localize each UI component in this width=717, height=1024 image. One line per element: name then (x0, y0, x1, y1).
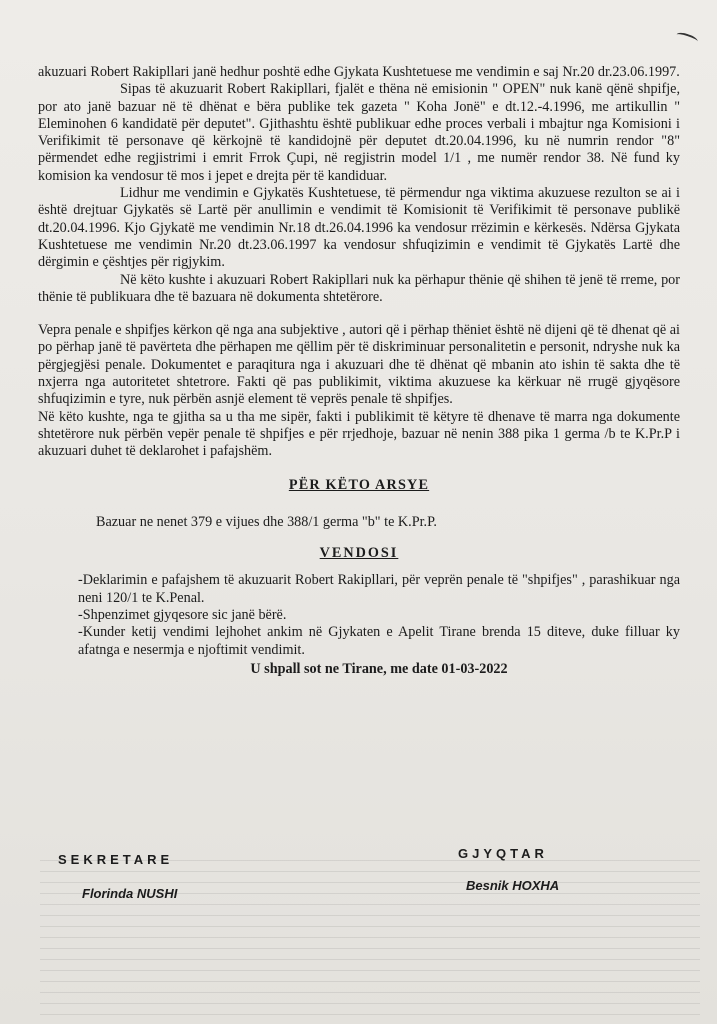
pen-mark (675, 31, 698, 45)
judge-name: Besnik HOXHA (466, 878, 560, 893)
paragraph-constitutional-court: Lidhur me vendimin e Gjykatës Kushtetuese, të përmendur nga viktima akuzuese rezulton se ai i është drejtuar Gjykatës së Lartë për anullimin e vendimit të Komisionit të Verifikimit të personave publikë dt.20.04.1996. Kjo Gjykatë me vendimin Nr.18 dt.26.04.1996 ka vendosur rrëzimin e kërkesës. Ndërsa Gjykata Kushtetuese me vendimin Nr.20 dt.23.06.1997 ka vendosur shfuqizimin e vendimit të Gjykatës Lartë dhe dërgimin e çështjes për rigjykim. (38, 185, 680, 271)
disposition-acquittal: -Deklarimin e pafajshem të akuzuarit Robert Rakipllari, për veprën penale të "shpifjes" , parashikuar nga neni 120/1 te K.Penal. (78, 572, 680, 606)
heading-reasons: PËR KËTO ARSYE (288, 476, 430, 493)
dispositions (38, 572, 680, 658)
paragraph-defendant-claim: Sipas të akuzuarit Robert Rakipllari, fjalët e thëna në emisionin " OPEN" nuk kanë qënë shpifje, por ato janë bazuar në të dhënat e bëra publike tek gazeta " Koha Jonë" e dt.12.-4.1996, me artikullin " Eleminohen 6 kandidatë për deputet". Gjithashtu është publikuar edhe proces verbali i mbajtur nga Komisioni i Verifikimit të personave që kërkojnë të kandidojnë për deputet dt.20.04.1996, ku në numrin rendor "8" përmendet edhe regjistrimi i emrit Frrok Çupi, në regjistrin model 1/1 , me numër rendor 38. Në fund ky komision ka vendosur të mos i jepet e drejta për të kandiduar. (38, 81, 680, 184)
heading-decides: VENDOSI (319, 545, 399, 562)
secretary-title: SEKRETARE (58, 852, 174, 867)
judge-title: GJYQTAR (458, 846, 548, 861)
paragraph-defamation: Vepra penale e shpifjes kërkon që nga ana subjektive , autori që i përhap thëniet është në dijeni që të dhenat që ai po përhap janë të pavërteta dhe përhapen me qëllim për të diskriminuar personalitetin e personit, ndryshe nuk ka përgjegjësi penale. Dokumentet e paraqitura nga i akuzuari dhe të dhënat që mbanin ato ishin të sakta dhe të nxjerra nga autoritetet shtetrore. Fakti që pas publikimit, viktima akuzuese ka kërkuar në rrugë gjyqësore shfuqizimin e tyre, nuk përbën asnjë element të veprës penale të shpifjes. (38, 322, 680, 408)
paragraph-conclusion: Në këto kushte, nga te gjitha sa u tha me sipër, fakti i publikimit të këtyre të dhenave të marra nga dokumente shtetërore nuk përbën vepër penale të shpifjes e për rrjedhoje, bazuar në nenin 388 pika 1 germa /b te K.Pr.P i akuzuari duhet të deklarohet i pafajshëm. (38, 408, 680, 460)
paragraph-conditions: Në këto kushte i akuzuari Robert Rakipllari nuk ka përhapur thënie që shihen të jenë të rreme, por thënie të publikuara dhe të bazuara në dokumenta shtetërore. (38, 271, 680, 305)
document-body (38, 64, 680, 678)
paragraph-intro: akuzuari Robert Rakipllari janë hedhur poshtë edhe Gjykata Kushtetuese me vendimin e saj Nr.20 dr.23.06.1997. (38, 64, 680, 80)
announcement-date: U shpall sot ne Tirane, me date 01-03-2022 (250, 660, 508, 677)
legal-basis: Bazuar ne nenet 379 e vijues dhe 388/1 germa "b" te K.Pr.P. (96, 513, 437, 530)
secretary-name: Florinda NUSHI (82, 886, 178, 901)
bleed-through-text (40, 860, 700, 1024)
disposition-appeal: -Kunder ketij vendimi lejhohet ankim në Gjykaten e Apelit Tirane brenda 15 diteve, duke filluar ky afatnga e nesermja e njoftimit vendimit. (78, 624, 680, 658)
disposition-costs: -Shpenzimet gjyqesore sic janë bërë. (78, 607, 287, 624)
